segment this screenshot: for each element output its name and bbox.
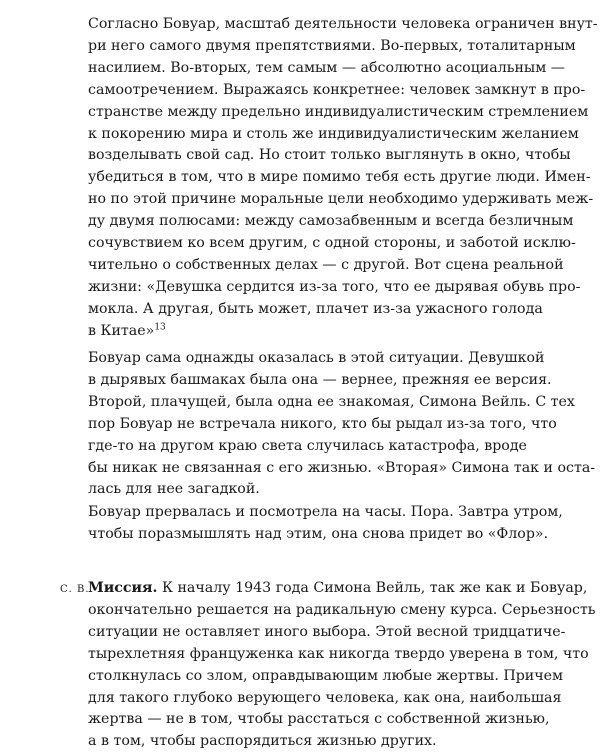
text-fragment: в Китае»	[88, 322, 155, 339]
margin-initials: С. В.	[60, 584, 90, 595]
paragraph-bovuar-flore	[88, 502, 563, 546]
text-line: Второй, плачущей, была одна ее знакомая, Симона Вейль. С тех	[88, 393, 575, 410]
text-fragment: К началу 1943 года Симона Вейль, так же как и Бовуар,	[157, 580, 588, 596]
text-line: Согласно Бовуар, масштаб деятельности человека ограничен внут-	[88, 16, 598, 32]
text-line: лась для нее загадкой.	[88, 481, 260, 498]
text-line: но по этой причине моральные цели необходимо удерживать меж-	[88, 191, 594, 208]
text-line: насилием. Во-вторых, тем самым — абсолютно асоциальным —	[88, 59, 565, 76]
text-line: странстве между предельно индивидуалистическим стремлением	[88, 103, 589, 120]
text-line: пор Бовуар не встречала никого, кто бы рыдал из-за того, что	[88, 415, 557, 432]
text-line-last	[88, 321, 506, 343]
text-line: столкнулась со злом, оправдывающим любые жертвы. Причем	[88, 667, 564, 684]
text-line: ситуации не оставляет иного выбора. Этой весной тридцатиче-	[88, 623, 566, 640]
paragraph-bovuar-obstacles	[88, 14, 598, 343]
text-line: сочувствием ко всем другим, с одной стороны, и заботой исклю-	[88, 235, 576, 252]
text-line: для такого глубоко верующего человека, как она, наибольшая	[88, 689, 562, 706]
text-line: а в том, чтобы распорядиться жизнью других.	[88, 733, 437, 750]
paragraph-bovuar-situation	[88, 348, 596, 501]
section-heading: Миссия.	[88, 580, 158, 596]
text-line: чтобы поразмышлять над этим, она снова придет во «Флор».	[88, 525, 549, 542]
text-line	[88, 578, 588, 600]
text-line: самоотречением. Выражаясь конкретнее: человек замкнут в про-	[88, 81, 586, 98]
text-line: возделывать свой сад. Но стоит только выглянуть в окно, чтобы	[88, 147, 571, 164]
text-line: жизни: «Девушка сердится из-за того, что ее дырявая обувь про-	[88, 278, 581, 295]
text-line: бы никак не связанная с его жизнью. «Вторая» Симона так и оста-	[88, 459, 596, 476]
text-line: окончательно решается на радикальную смену курса. Серьезность	[88, 601, 596, 618]
footnote-reference[interactable]: 13	[154, 321, 166, 332]
text-line: ри него самого двумя препятствиями. Во-первых, тоталитарным	[88, 37, 576, 54]
text-line: чительно о собственных делах — с другой. Вот сцена реальной	[88, 256, 564, 273]
text-line: к покорению мира и столь же индивидуалистическим желанием	[88, 125, 579, 142]
text-line: тырехлетняя француженка как никогда твердо уверена в том, что	[88, 645, 589, 662]
text-line: ду двумя полюсами: между самозабвенным и всегда безличным	[88, 213, 574, 230]
text-line: в дырявых башмаках была она — вернее, прежняя ее версия.	[88, 371, 552, 388]
text-line: Бовуар сама однажды оказалась в этой ситуации. Девушкой	[88, 350, 545, 366]
text-line: убедиться в том, что в мире помимо тебя есть другие люди. Имен-	[88, 169, 591, 186]
paragraph-mission	[88, 578, 596, 753]
text-line: где-то на другом краю света случилась катастрофа, вроде	[88, 437, 527, 454]
text-line: мокла. А другая, быть может, плачет из-за ужасного голода	[88, 300, 543, 317]
text-line: жертва — не в том, чтобы расстаться с собственной жизнью,	[88, 711, 550, 728]
text-line: Бовуар прервалась и посмотрела на часы. Пора. Завтра утром,	[88, 504, 563, 520]
